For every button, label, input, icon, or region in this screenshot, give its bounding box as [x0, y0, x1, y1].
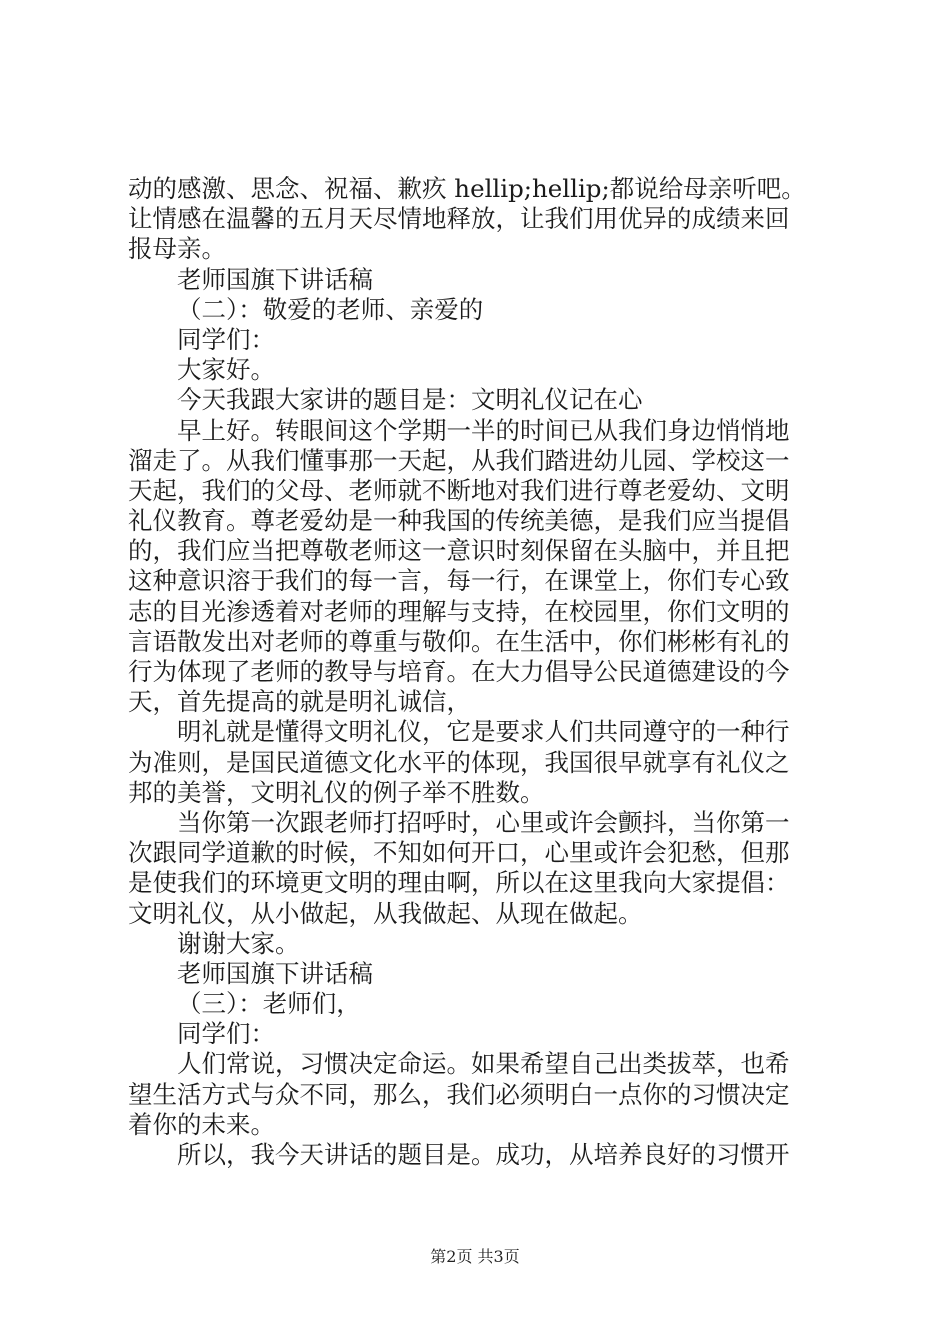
text-line: 报母亲。 — [128, 234, 226, 264]
text-line: 望生活方式与众不同，那么，我们必须明白一点你的习惯决定 — [128, 1079, 790, 1109]
text-line: 动的感激、思念、祝福、歉疚 hellip;hellip;都说给母亲听吧。 — [128, 174, 806, 203]
text-line: 这种意识溶于我们的每一言，每一行，在课堂上，你们专心致 — [128, 566, 790, 596]
text-line: 大家好。 — [177, 355, 275, 385]
text-line: 让情感在温馨的五月天尽情地释放，让我们用优异的成绩来回 — [128, 204, 790, 234]
document-body — [128, 174, 828, 1170]
text-line: 是使我们的环境更文明的理由啊，所以在这里我向大家提倡： — [128, 868, 790, 898]
text-line: 文明礼仪，从小做起，从我做起、从现在做起。 — [128, 898, 643, 928]
text-line: 谢谢大家。 — [177, 928, 300, 958]
text-line: 老师国旗下讲话稿 — [177, 264, 373, 294]
text-line: 明礼就是懂得文明礼仪，它是要求人们共同遵守的一种行 — [177, 717, 790, 747]
text-line: 邦的美誉，文明礼仪的例子举不胜数。 — [128, 777, 545, 807]
page-number-label: 第2页 共3页 — [430, 1247, 520, 1266]
text-line: 言语散发出对老师的尊重与敬仰。在生活中，你们彬彬有礼的 — [128, 626, 790, 656]
text-line: 今天我跟大家讲的题目是：文明礼仪记在心 — [177, 385, 643, 415]
text-line: 老师国旗下讲话稿 — [177, 958, 373, 988]
text-line: 当你第一次跟老师打招呼时，心里或许会颤抖，当你第一 — [177, 807, 790, 837]
text-line: 的，我们应当把尊敬老师这一意识时刻保留在头脑中，并且把 — [128, 536, 790, 566]
text-line: （二）：敬爱的老师、亲爱的 — [177, 294, 484, 324]
text-line: 早上好。转眼间这个学期一半的时间已从我们身边悄悄地 — [177, 415, 790, 445]
page-footer — [0, 1244, 950, 1267]
text-line: 天起，我们的父母、老师就不断地对我们进行尊老爱幼、文明 — [128, 475, 790, 505]
text-line: 着你的未来。 — [128, 1109, 275, 1139]
text-line: （三）：老师们， — [177, 989, 361, 1019]
text-line: 行为体现了老师的教导与培育。在大力倡导公民道德建设的今 — [128, 657, 790, 686]
text-line: 人们常说，习惯决定命运。如果希望自己出类拔萃，也希 — [177, 1049, 790, 1079]
text-line: 次跟同学道歉的时候，不知如何开口，心里或许会犯愁，但那 — [128, 838, 790, 868]
text-line: 志的目光渗透着对老师的理解与支持，在校园里，你们文明的 — [128, 596, 790, 626]
text-line: 礼仪教育。尊老爱幼是一种我国的传统美德，是我们应当提倡 — [128, 506, 790, 536]
text-line: 为准则，是国民道德文化水平的体现，我国很早就享有礼仪之 — [128, 747, 790, 777]
text-line: 同学们： — [177, 1019, 275, 1049]
text-line: 天，首先提高的就是明礼诚信， — [128, 687, 471, 717]
text-line: 溜走了。从我们懂事那一天起，从我们踏进幼儿园、学校这一 — [128, 445, 790, 475]
text-line: 同学们： — [177, 324, 275, 354]
text-line: 所以，我今天讲话的题目是。成功，从培养良好的习惯开 — [177, 1140, 790, 1169]
